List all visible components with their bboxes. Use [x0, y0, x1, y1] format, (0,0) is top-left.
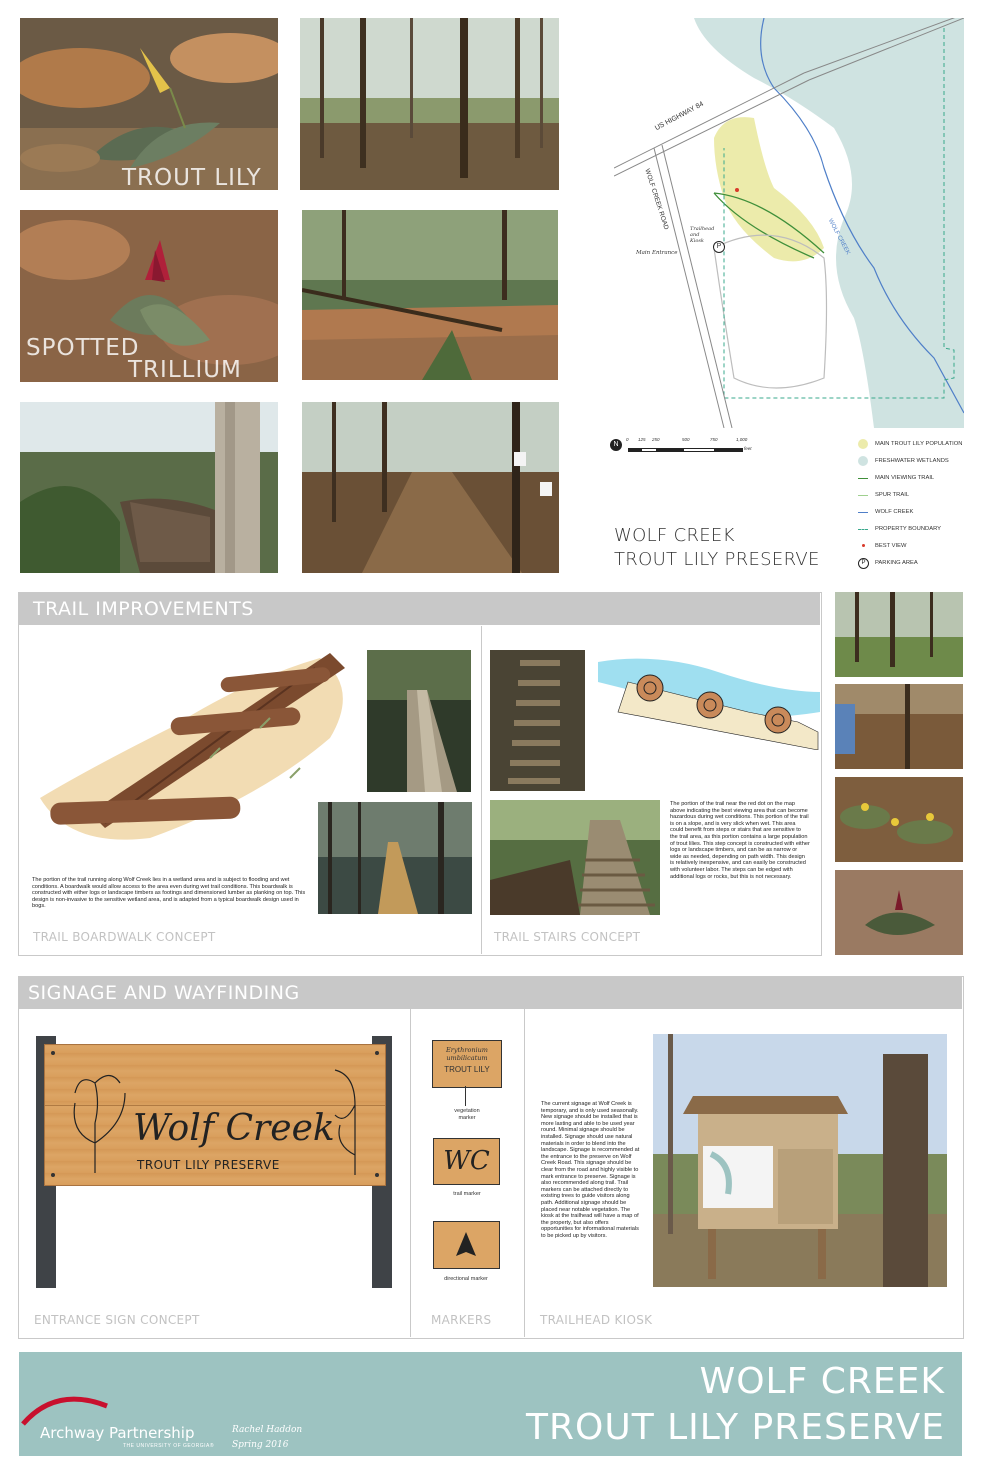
- side-photo-forest: [835, 592, 963, 677]
- footer-title-1: WOLF CREEK: [699, 1361, 945, 1402]
- creek-label: WOLF CREEK: [826, 218, 851, 256]
- side-photo-trillium: [835, 870, 963, 955]
- kiosk-photo: [653, 1034, 947, 1287]
- kiosk-caption: TRAILHEAD KIOSK: [540, 1313, 653, 1327]
- footer-banner: [19, 1352, 962, 1456]
- legend-item: MAIN VIEWING TRAIL: [858, 472, 934, 484]
- map-title-line-2: TROUT LILY PRESERVE: [614, 549, 820, 570]
- archway-logo-sub: THE UNIVERSITY OF GEORGIA®: [123, 1443, 215, 1449]
- main-entrance-label: Main Entrance: [636, 250, 678, 256]
- parking-icon: P: [713, 241, 725, 253]
- map-title-line-1: WOLF CREEK: [614, 525, 735, 546]
- legend-item: SPUR TRAIL: [858, 489, 909, 501]
- directional-marker: [433, 1221, 500, 1269]
- signage-divider-1: [410, 1009, 411, 1337]
- legend-item: P PARKING AREA: [858, 557, 918, 569]
- entrance-sign-caption: ENTRANCE SIGN CONCEPT: [34, 1313, 200, 1327]
- map-legend: [858, 438, 978, 570]
- vegetation-marker-label: vegetation marker: [454, 1108, 480, 1121]
- vegetation-marker-latin-2: umbilicatum: [446, 1054, 488, 1062]
- boardwalk-photo-1: [367, 650, 471, 792]
- entrance-sign-subtitle: TROUT LILY PRESERVE: [137, 1158, 280, 1172]
- scale-tick: 1,000: [736, 437, 748, 442]
- wolf-creek-road-label: WOLF CREEK ROAD: [643, 168, 670, 231]
- boardwalk-caption: TRAIL BOARDWALK CONCEPT: [33, 930, 216, 944]
- boardwalk-sketch: [30, 648, 355, 848]
- scale-tick: 750: [710, 437, 718, 442]
- scale-tick: 250: [652, 437, 660, 442]
- trout-lily-photo: [20, 18, 278, 190]
- scale-tick: 500: [682, 437, 690, 442]
- trail-divider: [481, 626, 482, 954]
- entrance-sign-title: Wolf Creek: [133, 1108, 335, 1149]
- trailhead-label: Trailhead and Kiosk: [690, 226, 715, 244]
- scale-unit: feet: [744, 446, 752, 451]
- arrow-up-icon: [434, 1222, 499, 1268]
- creek-photo-2: [20, 402, 278, 573]
- legend-item: FRESHWATER WETLANDS: [858, 455, 949, 467]
- vegetation-marker-latin-1: Erythronium: [446, 1046, 488, 1054]
- creek-photo-1: [302, 210, 558, 380]
- scale-ticks: [626, 437, 766, 445]
- map-title: [614, 524, 820, 572]
- directional-marker-label: directional marker: [444, 1276, 488, 1282]
- legend-item: BEST VIEW: [858, 540, 906, 552]
- trail-marker-label: trail marker: [453, 1191, 481, 1197]
- trail-improvements-heading: TRAIL IMPROVEMENTS: [19, 593, 820, 625]
- scale-tick: 125: [638, 437, 646, 442]
- trail-marker: [433, 1138, 500, 1185]
- site-map: [614, 18, 964, 428]
- boardwalk-photo-2: [318, 802, 472, 914]
- entrance-sign-board: [44, 1044, 386, 1186]
- side-photo-trout-lilies: [835, 777, 963, 862]
- spotted-trillium-label-2: TRILLIUM: [128, 357, 242, 382]
- highway-label: US HIGHWAY 84: [654, 100, 705, 133]
- trail-path-photo: [302, 402, 559, 573]
- legend-item: MAIN TROUT LILY POPULATION: [858, 438, 962, 450]
- kiosk-description: The current signage at Wolf Creek is temporary, and is only used seasonally. New signage should be installed that is more lasting and able to be used year round. Minimal signage should be installed. Signage should use natural materials in order to blend into the landscape. Signage is recommended at the entrance to the preserve on Wolf Creek Road. This signage should be clear from the road and highly visible to mark entrance to preserve. Signage is also recommended along trail. Trail markers can be attached directly to existing trees to guide visitors along path. Additional signage should be placed near notable vegetation. The kiosk at the trailhead will have a map of the property, but also offers opportunities for informational materials to be picked up by visitors.: [541, 1101, 640, 1239]
- archway-arc-icon: [21, 1386, 111, 1426]
- legend-item: WOLF CREEK: [858, 506, 913, 518]
- footer-title-2: TROUT LILY PRESERVE: [526, 1407, 945, 1448]
- stairs-caption: TRAIL STAIRS CONCEPT: [494, 930, 641, 944]
- archway-logo-name: Archway Partnership: [40, 1424, 195, 1442]
- markers-caption: MARKERS: [431, 1313, 492, 1327]
- spotted-trillium-photo: [20, 210, 278, 382]
- vegetation-marker-common: TROUT LILY: [444, 1065, 490, 1074]
- signage-heading: SIGNAGE AND WAYFINDING: [19, 977, 962, 1009]
- scale-tick: 0: [626, 437, 629, 442]
- stairs-sketch: [598, 652, 820, 750]
- side-photo-visitor: [835, 684, 963, 769]
- north-arrow-icon: N: [610, 439, 622, 451]
- stairs-photo-2: [490, 800, 660, 915]
- signage-divider-2: [524, 1009, 525, 1337]
- spotted-trillium-label-1: SPOTTED: [26, 335, 140, 361]
- author-name: Rachel Haddon: [232, 1425, 303, 1435]
- stairs-photo-1: [490, 650, 585, 791]
- boardwalk-description: The portion of the trail running along Wolf Creek lies in a wetland area and is subject to flooding and wet conditions. A boardwalk would allow access to the area even during wet trail conditions. This boardwalk is constructed with either logs or landscape timbers as footings and dimensioned lumber as planking on top. This design is non-invasive to the sensitive wetland area, and is adapted from a typical boardwalk design used in bogs.: [32, 877, 306, 910]
- vegetation-marker: [432, 1040, 502, 1088]
- trail-marker-symbol: WC: [443, 1146, 490, 1176]
- stairs-description: The portion of the trail near the red dot on the map above indicating the best viewing area that can become hazardous during wet conditions. This portion of the trail is on a slope, and is very slick when wet. This area could benefit from steps or stairs that are sensitive to the trail area, as this portion contains a large population of trout lilies. This step concept is constructed with either logs or landscape timbers, and can be as narrow or wide as needed, depending on path width. This design is relatively inexpensive, and can easily be constructed with volunteer labor. The steps can be edged with additional logs or rocks, but this is not necessary.: [670, 801, 810, 880]
- trout-lily-label: TROUT LILY: [122, 165, 262, 190]
- legend-item: PROPERTY BOUNDARY: [858, 523, 941, 535]
- entrance-sign: [36, 1036, 392, 1290]
- forest-photo-1: [300, 18, 559, 190]
- author-term: Spring 2016: [232, 1440, 289, 1450]
- scale-bar: [628, 446, 743, 453]
